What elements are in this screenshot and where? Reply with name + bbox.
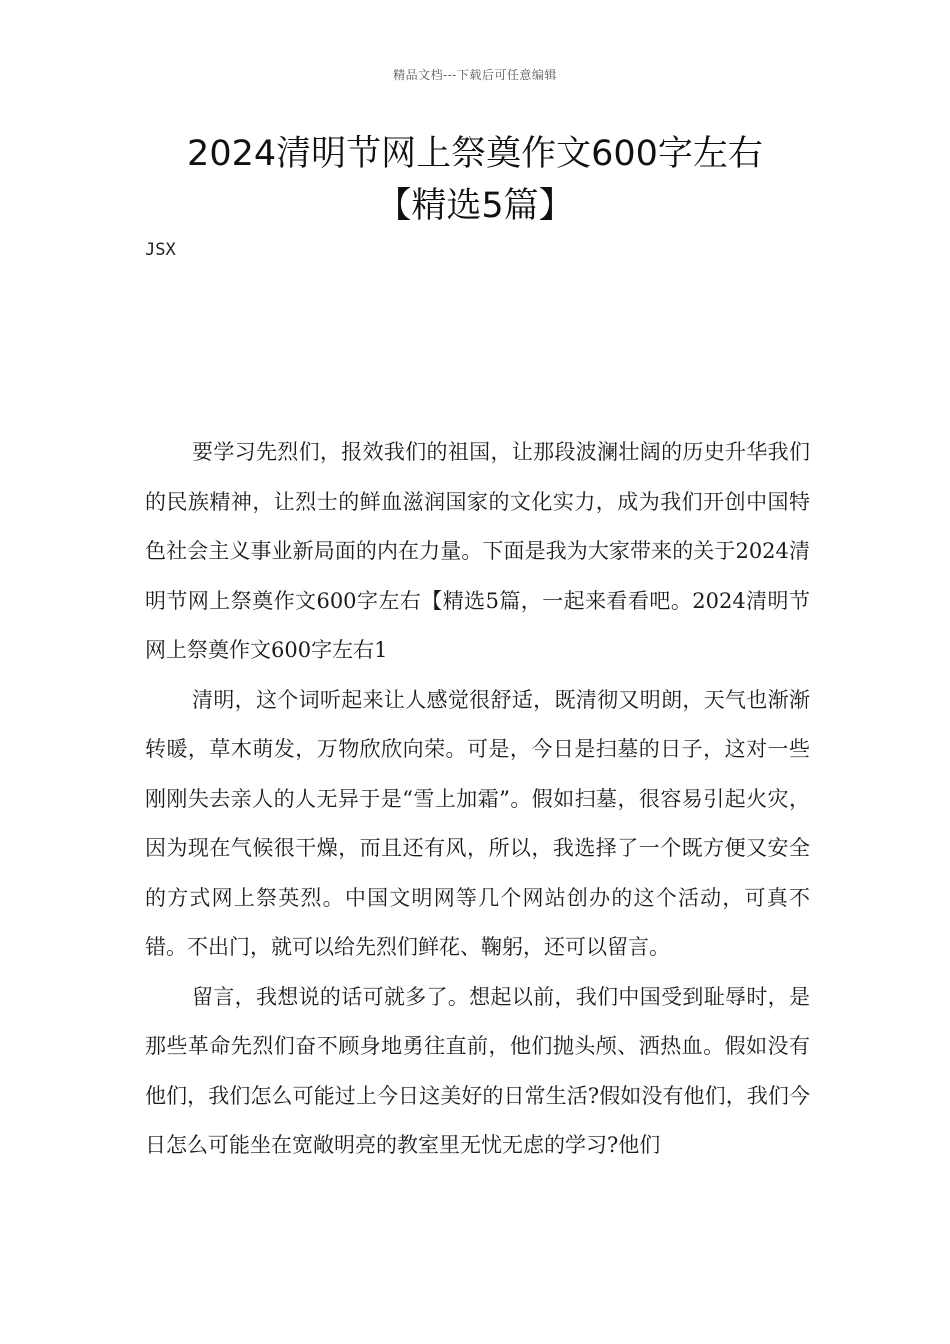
header-note: 精品文档---下载后可任意编辑 bbox=[393, 68, 557, 82]
document-body bbox=[145, 428, 810, 1171]
title-line-2: 【精选5篇】 bbox=[376, 186, 574, 226]
author: JSX bbox=[145, 240, 176, 260]
paragraph: 留言，我想说的话可就多了。想起以前，我们中国受到耻辱时，是那些革命先烈们奋不顾身地勇往直前，他们抛头颅、洒热血。假如没有他们，我们怎么可能过上今日这美好的日常生活?假如没有他们，我们今日怎么可能坐在宽敞明亮的教室里无忧无虑的学习?他们 bbox=[145, 984, 810, 1157]
document-title bbox=[100, 128, 850, 232]
paragraph: 清明，这个词听起来让人感觉很舒适，既清彻又明朗，天气也渐渐转暖，草木萌发，万物欣欣向荣。可是，今日是扫墓的日子，这对一些刚刚失去亲人的人无异于是“雪上加霜”。假如扫墓，很容易引起火灾，因为现在气候很干燥，而且还有风，所以，我选择了一个既方便又安全的方式网上祭英烈。中国文明网等几个网站创办的这个活动，可真不错。不出门，就可以给先烈们鲜花、鞠躬，还可以留言。 bbox=[145, 687, 810, 959]
paragraph: 要学习先烈们，报效我们的祖国，让那段波澜壮阔的历史升华我们的民族精神，让烈士的鲜血滋润国家的文化实力，成为我们开创中国特色社会主义事业新局面的内在力量。下面是我为大家带来的关于2024清明节网上祭奠作文600字左右【精选5篇，一起来看看吧。2024清明节网上祭奠作文600字左右1 bbox=[145, 440, 810, 662]
title-line-1: 2024清明节网上祭奠作文600字左右 bbox=[187, 134, 763, 174]
